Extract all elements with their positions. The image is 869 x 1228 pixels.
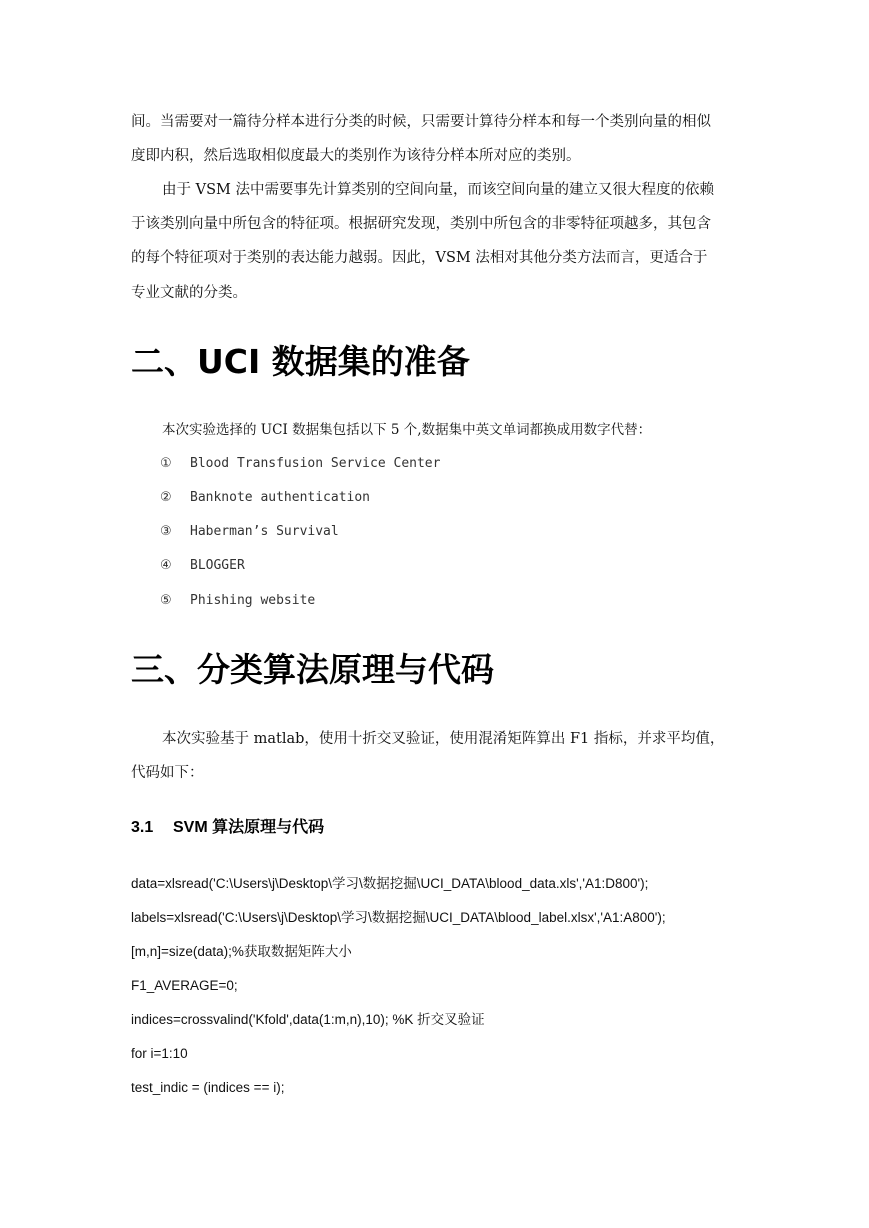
paragraph-line: 度即内积，然后选取相似度最大的类别作为该待分样本所对应的类别。: [131, 148, 581, 164]
dataset-name: Haberman’s Survival: [190, 524, 339, 539]
list-marker: ①: [160, 456, 172, 471]
paragraph-line: 代码如下：: [131, 765, 204, 781]
dataset-list-item: [160, 454, 440, 474]
dataset-name: Blood Transfusion Service Center: [190, 456, 441, 471]
paragraph-line: 于该类别向量中所包含的特征项。根据研究发现，类别中所包含的非零特征项越多，其包含: [131, 216, 711, 232]
dataset-list-item: [160, 522, 339, 542]
list-marker: ⑤: [160, 593, 172, 608]
paragraph-line: 专业文献的分类。: [131, 285, 247, 301]
code-line: data=xlsread('C:\Users\j\Desktop\学习\数据挖掘\UCI_DATA\blood_data.xls','A1:D800');: [131, 876, 649, 891]
paragraph-line: 的每个特征项对于类别的表达能力越弱。因此，VSM 法相对其他分类方法而言，更适合于: [131, 250, 708, 266]
paragraph-line: 间。当需要对一篇待分样本进行分类的时候，只需要计算待分样本和每一个类别向量的相似: [131, 114, 711, 130]
dataset-list-item: [160, 591, 315, 611]
code-line: indices=crossvalind('Kfold',data(1:m,n),10); %K 折交叉验证: [131, 1012, 485, 1027]
dataset-name: Phishing website: [190, 593, 316, 608]
code-line: labels=xlsread('C:\Users\j\Desktop\学习\数据挖掘\UCI_DATA\blood_label.xlsx','A1:A800');: [131, 910, 666, 925]
dataset-list-item: [160, 488, 370, 508]
code-line: for i=1:10: [131, 1046, 188, 1061]
subsection-heading: [131, 818, 324, 838]
section-heading: 三、分类算法原理与代码: [131, 650, 494, 689]
list-marker: ②: [160, 490, 172, 505]
list-marker: ③: [160, 524, 172, 539]
code-line: F1_AVERAGE=0;: [131, 978, 238, 993]
dataset-name: Banknote authentication: [190, 490, 371, 505]
dataset-list-item: [160, 556, 245, 576]
section-intro: 本次实验选择的 UCI 数据集包括以下 5 个,数据集中英文单词都换成用数字代替：: [162, 422, 652, 438]
subsection-title: SVM 算法原理与代码: [173, 819, 325, 836]
dataset-name: BLOGGER: [190, 558, 245, 573]
section-heading: 二、UCI 数据集的准备: [131, 342, 470, 381]
paragraph-line: 本次实验基于 matlab，使用十折交叉验证，使用混淆矩阵算出 F1 指标，并求平均值，: [162, 731, 725, 747]
paragraph-line: 由于 VSM 法中需要事先计算类别的空间向量，而该空间向量的建立又很大程度的依赖: [162, 182, 714, 198]
code-line: test_indic = (indices == i);: [131, 1080, 285, 1095]
list-marker: ④: [160, 558, 172, 573]
code-line: [m,n]=size(data);%获取数据矩阵大小: [131, 944, 352, 959]
subsection-number: 3.1: [131, 819, 154, 836]
